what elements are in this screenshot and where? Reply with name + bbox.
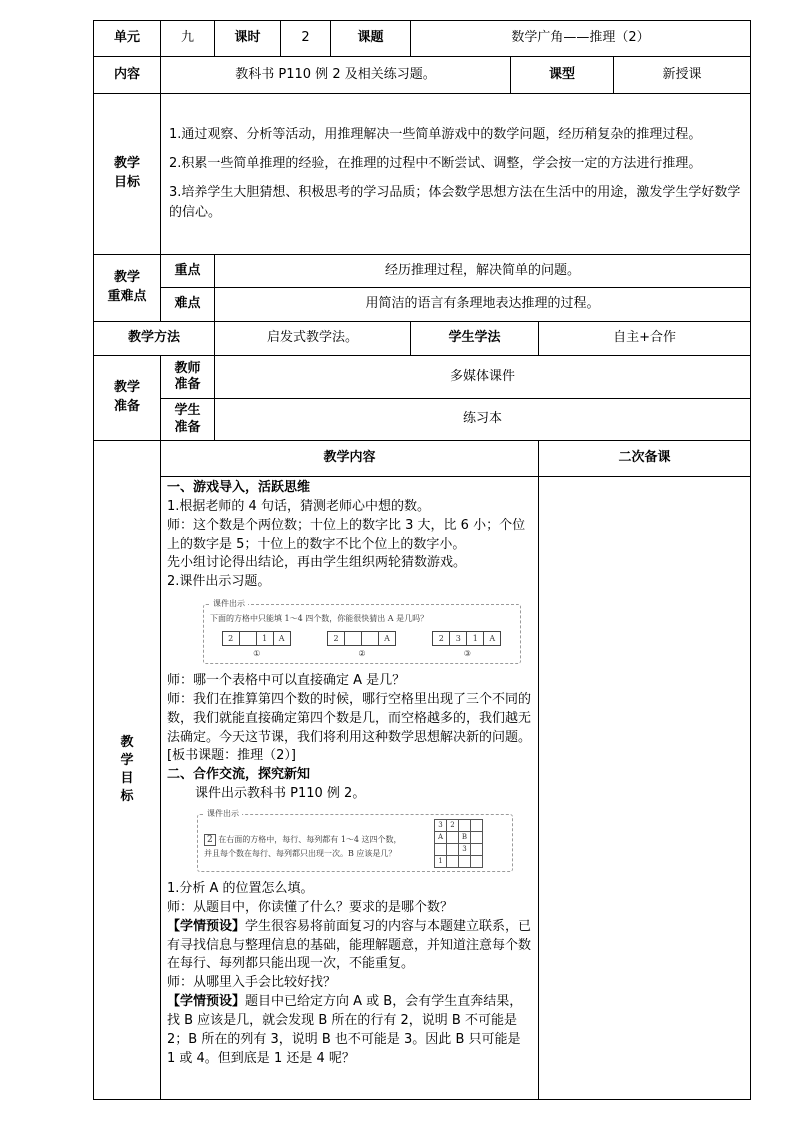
paragraph: 师：哪一个表格中可以直接确定 A 是几？ xyxy=(167,673,406,689)
focus-value: 经历推理过程，解决简单的问题。 xyxy=(215,255,751,288)
paragraph: 【学情预设】题目中已给定方向 A 或 B，会有学生直奔结果，找 B 应该是几，就会发现 B 所在的行有 2，说明 B 不可能是 2；B 所在的列有 3，说明 B 也不可能是 3。因此 B 只可能是 1 或 4。但到底是 1 还是 4 呢？ xyxy=(167,994,523,1066)
prep-label: 教学 准备 xyxy=(94,356,161,441)
difficulty-value: 用简洁的语言有条理地表达推理的过程。 xyxy=(215,288,751,322)
unit-value: 九 xyxy=(161,21,215,57)
teach-method-value: 启发式教学法。 xyxy=(215,322,411,356)
goal-item: 3.培养学生大胆猜想、积极思考的学习品质；体会数学思想方法在生活中的用途，激发学生学好数学的信心。 xyxy=(169,185,741,221)
learn-method-label: 学生学法 xyxy=(411,322,539,356)
unit-label: 单元 xyxy=(94,21,161,57)
process-content-header: 教学内容 xyxy=(161,441,539,477)
goals-label: 教学 目标 xyxy=(94,94,161,255)
lesson-plan-table xyxy=(93,20,751,1100)
teach-method-label: 教学方法 xyxy=(94,322,215,356)
paragraph: 师：从哪里入手会比较好找？ xyxy=(167,975,337,991)
process-notes-header: 二次备课 xyxy=(539,441,751,477)
section-title: 一、游戏导入，活跃思维 xyxy=(167,480,311,495)
exercise-tag: 课件出示 xyxy=(210,598,248,610)
grid-3: 2 3 1 A ③ xyxy=(433,631,501,660)
situation-tag: 【学情预设】 xyxy=(167,994,246,1010)
grid-1: 2 1 A ① xyxy=(223,631,291,660)
student-prep-value: 练习本 xyxy=(215,399,751,441)
student-prep-label: 学生 准备 xyxy=(161,399,215,441)
goals-list xyxy=(161,94,751,255)
keypoints-label: 教学 重难点 xyxy=(94,255,161,322)
lesson-type-value: 新授课 xyxy=(614,57,751,94)
paragraph: 1.分析 A 的位置怎么填。 xyxy=(167,880,314,896)
goal-item: 2.积累一些简单推理的经验，在推理的过程中不断尝试、调整，学会按一定的方法进行推理。 xyxy=(169,155,702,171)
process-notes-cell xyxy=(539,477,751,1100)
period-label: 课时 xyxy=(215,21,281,57)
paragraph: 1.根据老师的 4 句话，猜测老师心中想的数。 xyxy=(167,498,430,514)
period-value: 2 xyxy=(281,21,331,57)
goal-item: 1.通过观察、分析等活动，用推理解决一些简单游戏中的数学问题，经历稍复杂的推理过程。 xyxy=(169,126,702,142)
paragraph: 【学情预设】学生很容易将前面复习的内容与本题建立联系，已有寻找信息与整理信息的基础，能理解题意，并知道注意每个数在每行、每列都只能出现一次，不能重复。 xyxy=(167,918,532,972)
paragraph: 先小组讨论得出结论，再由学生组织两轮猜数游戏。 xyxy=(167,555,467,571)
paragraph: 课件出示教科书 P110 例 2。 xyxy=(195,786,366,802)
exercise2-text: 2 在右面的方格中，每行、每列都有 1～4 这四个数， 并且每个数在每行、每列都只出现一次。B 应该是几？ xyxy=(204,835,402,858)
content-label: 内容 xyxy=(94,57,161,94)
paragraph: 师：从题目中，你读懂了什么？要求的是哪个数？ xyxy=(167,899,454,915)
paragraph: 师：我们在推算第四个数的时候，哪行空格里出现了三个不同的数，我们就能直接确定第四个数是几，而空格越多的，我们越无法确定。今天这节课，我们将利用这种数学思想解决新的问题。[板书课题：推理（2）] xyxy=(167,691,532,764)
process-side-label: 教 学 目 标 xyxy=(94,441,161,1100)
sudoku-grid: 3 2 A B 3 1 xyxy=(434,819,482,867)
paragraph: 师：这个数是个两位数；十位上的数字比 3 大，比 6 小；个位上的数字是 5；十位上的数字不比个位上的数字小。 xyxy=(167,517,526,552)
paragraph: 2.课件出示习题。 xyxy=(167,574,271,590)
section-title: 二、合作交流，探究新知 xyxy=(167,767,311,783)
learn-method-value: 自主+合作 xyxy=(539,322,751,356)
grid-2: 2 A ② xyxy=(328,631,396,660)
difficulty-label: 难点 xyxy=(161,288,215,322)
teacher-prep-label: 教师 准备 xyxy=(161,356,215,399)
exercise-figure-2 xyxy=(197,808,513,872)
teacher-prep-value: 多媒体课件 xyxy=(215,356,751,399)
lesson-type-label: 课型 xyxy=(511,57,614,94)
focus-label: 重点 xyxy=(161,255,215,288)
topic-value: 数学广角——推理（2） xyxy=(411,21,751,57)
topic-label: 课题 xyxy=(331,21,411,57)
exercise-figure-1 xyxy=(203,599,521,664)
content-value: 教科书 P110 例 2 及相关练习题。 xyxy=(161,57,511,94)
situation-tag: 【学情预设】 xyxy=(167,918,246,934)
process-content xyxy=(161,477,539,1100)
exercise-tag: 课件出示 xyxy=(204,808,242,820)
exercise-question: 下面的方格中只能填 1～4 四个数，你能很快猜出 A 是几吗？ xyxy=(210,614,429,624)
